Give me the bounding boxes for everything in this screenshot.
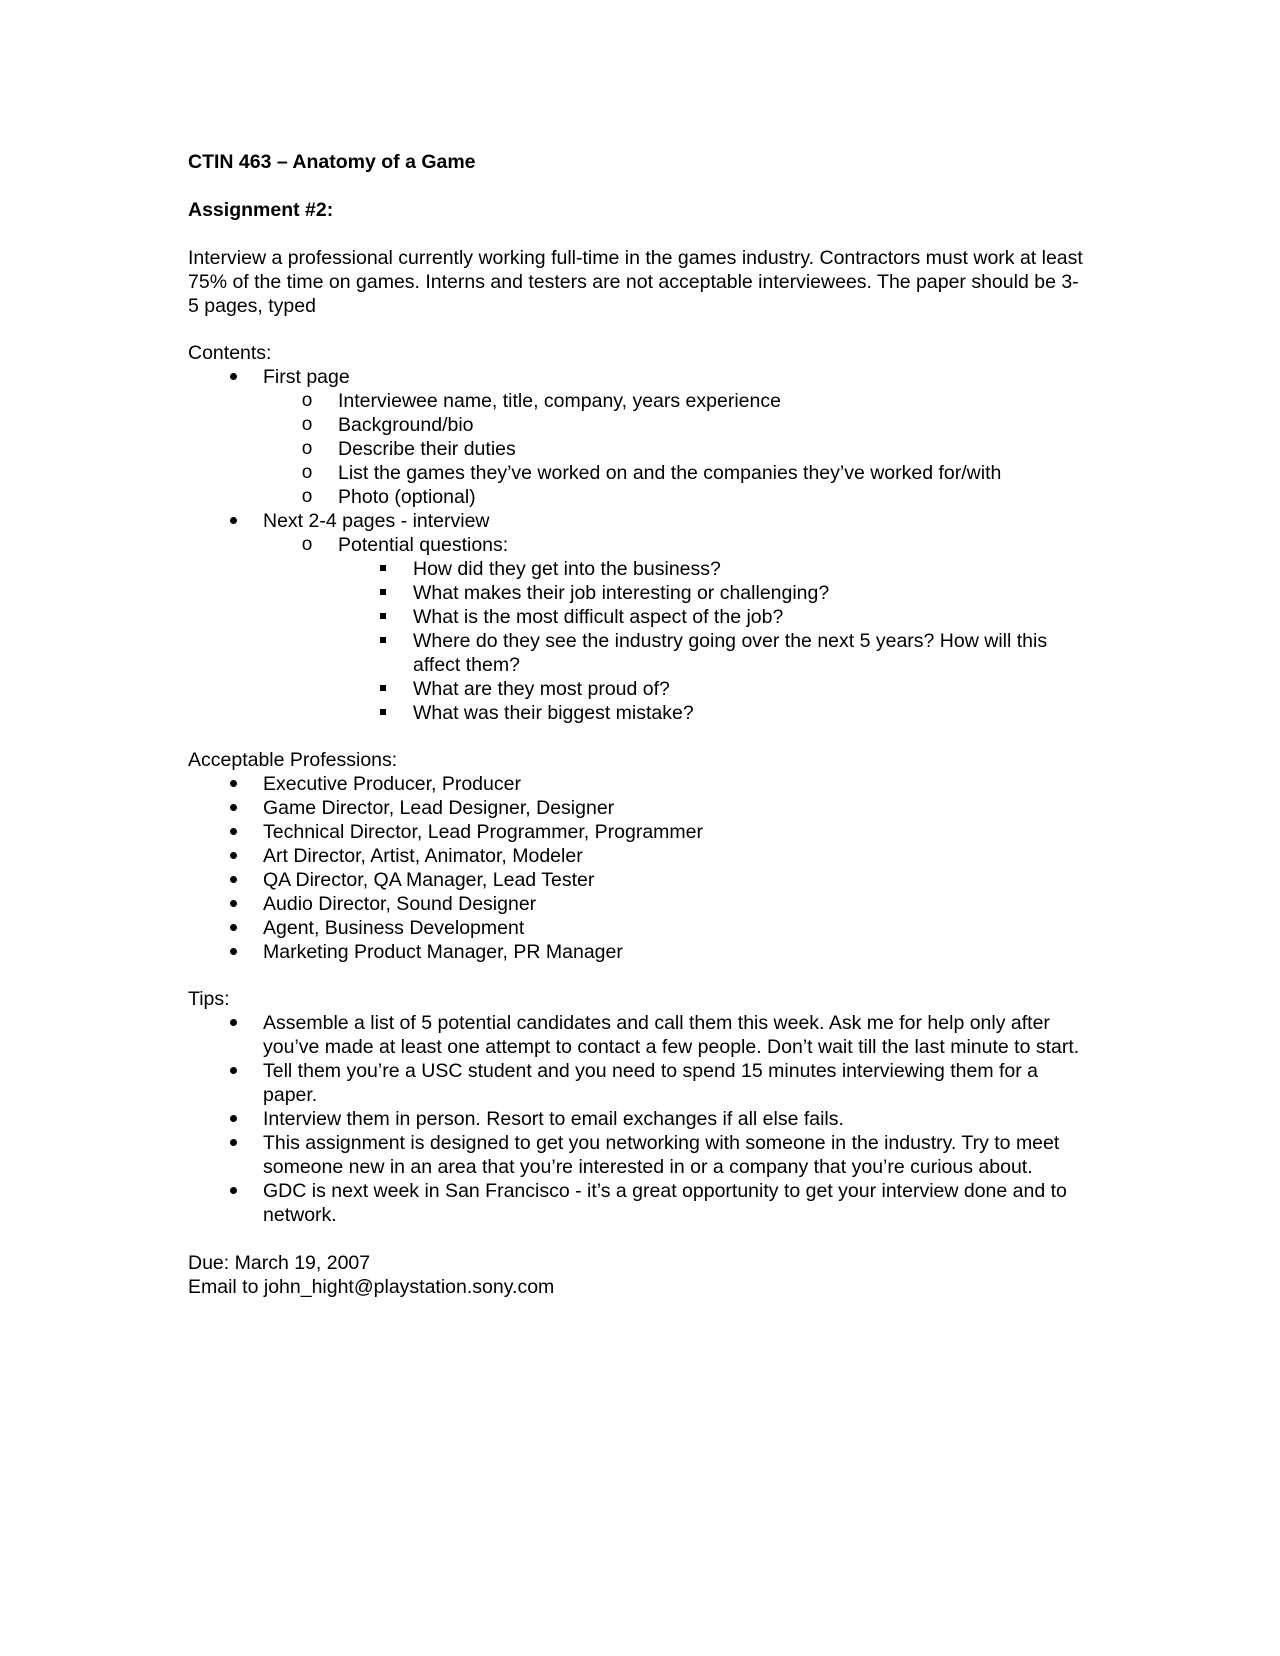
circle-bullet-icon: o [301, 438, 313, 459]
bullet-icon [227, 509, 239, 533]
list-item [338, 605, 1088, 629]
list-item [188, 509, 1088, 725]
list-item [263, 533, 1088, 725]
list-item-text: What was their biggest mistake? [413, 702, 694, 724]
list-item [188, 1131, 1088, 1179]
bullet-icon [227, 940, 239, 964]
list-item-text: How did they get into the business? [413, 558, 721, 580]
list-item [338, 557, 1088, 581]
bullet-icon [227, 868, 239, 892]
list-item-text: Audio Director, Sound Designer [263, 893, 537, 915]
bullet-icon [227, 1011, 239, 1035]
list-item-text: Interviewee name, title, company, years experience [338, 390, 781, 412]
list-item-text: Agent, Business Development [263, 917, 525, 939]
list-item-text: Art Director, Artist, Animator, Modeler [263, 845, 583, 867]
list-item-text: This assignment is designed to get you networking with someone in the industry. Try to meet someone new in an area that you’re interested in or a company that you’re curious about. [263, 1132, 1060, 1178]
list-item-text: What are they most proud of? [413, 678, 670, 700]
contents-label: Contents: [188, 342, 272, 364]
square-bullet-icon [378, 581, 388, 605]
list-item-text: Technical Director, Lead Programmer, Programmer [263, 821, 703, 843]
square-bullet-icon [378, 701, 388, 725]
document-page [188, 150, 1088, 1299]
list-item-text: QA Director, QA Manager, Lead Tester [263, 869, 595, 891]
circle-bullet-icon: o [301, 534, 313, 555]
list-item [338, 677, 1088, 701]
square-bullet-icon [378, 677, 388, 701]
bullet-icon [227, 1059, 239, 1083]
list-item [188, 844, 1088, 868]
bullet-icon [227, 916, 239, 940]
first-page-list [263, 389, 1088, 509]
list-item-text: What makes their job interesting or challenging? [413, 582, 830, 604]
document-title: CTIN 463 – Anatomy of a Game [188, 151, 476, 173]
bullet-icon [227, 365, 239, 389]
due-date: Due: March 19, 2007 [188, 1252, 371, 1274]
list-item [188, 1107, 1088, 1131]
list-item-text: List the games they’ve worked on and the companies they’ve worked for/with [338, 462, 1002, 484]
professions-list [188, 772, 1088, 964]
list-item [338, 629, 1088, 677]
list-item [338, 701, 1088, 725]
list-item [188, 1179, 1088, 1227]
list-item [263, 485, 1088, 509]
list-item-text: Background/bio [338, 414, 474, 436]
tips-label: Tips: [188, 988, 230, 1010]
intro-paragraph: Interview a professional currently working full-time in the games industry. Contractors must work at least 75% of the time on games. Interns and testers are not acceptable interviewees. The paper should be 3-5 pages, typed [188, 247, 1083, 317]
list-item-text: What is the most difficult aspect of the job? [413, 606, 784, 628]
list-item-text: Tell them you’re a USC student and you need to spend 15 minutes interviewing them for a paper. [263, 1060, 1039, 1106]
next-pages-list [263, 533, 1088, 725]
bullet-icon [227, 820, 239, 844]
list-item [188, 892, 1088, 916]
list-item-text: Executive Producer, Producer [263, 773, 521, 795]
list-item [188, 1059, 1088, 1107]
bullet-icon [227, 772, 239, 796]
list-item-text: Marketing Product Manager, PR Manager [263, 941, 623, 963]
tips-list [188, 1011, 1088, 1227]
list-item [188, 1011, 1088, 1059]
bullet-icon [227, 1179, 239, 1203]
bullet-icon [227, 844, 239, 868]
list-item [263, 461, 1088, 485]
list-item [263, 437, 1088, 461]
list-item [188, 772, 1088, 796]
list-item [188, 916, 1088, 940]
list-item [188, 365, 1088, 509]
potential-questions-label: Potential questions: [338, 534, 509, 556]
circle-bullet-icon: o [301, 390, 313, 411]
assignment-heading: Assignment #2: [188, 199, 334, 221]
square-bullet-icon [378, 605, 388, 629]
list-item [188, 940, 1088, 964]
first-page-label: First page [263, 366, 350, 388]
list-item [188, 796, 1088, 820]
square-bullet-icon [378, 629, 388, 653]
circle-bullet-icon: o [301, 414, 313, 435]
list-item [338, 581, 1088, 605]
list-item [263, 389, 1088, 413]
bullet-icon [227, 796, 239, 820]
list-item [188, 868, 1088, 892]
list-item-text: Where do they see the industry going over the next 5 years? How will this affect them? [413, 630, 1048, 676]
list-item-text: Photo (optional) [338, 486, 476, 508]
bullet-icon [227, 892, 239, 916]
email-line: Email to john_hight@playstation.sony.com [188, 1276, 555, 1298]
bullet-icon [227, 1107, 239, 1131]
circle-bullet-icon: o [301, 486, 313, 507]
square-bullet-icon [378, 557, 388, 581]
list-item-text: Describe their duties [338, 438, 516, 460]
list-item-text: Game Director, Lead Designer, Designer [263, 797, 615, 819]
list-item-text: Interview them in person. Resort to email exchanges if all else fails. [263, 1108, 844, 1130]
next-pages-label: Next 2-4 pages - interview [263, 510, 490, 532]
circle-bullet-icon: o [301, 462, 313, 483]
professions-label: Acceptable Professions: [188, 749, 398, 771]
list-item [263, 413, 1088, 437]
list-item-text: GDC is next week in San Francisco - it’s a great opportunity to get your interview done and to network. [263, 1180, 1067, 1226]
list-item [188, 820, 1088, 844]
questions-list [338, 557, 1088, 725]
bullet-icon [227, 1131, 239, 1155]
list-item-text: Assemble a list of 5 potential candidates and call them this week. Ask me for help only after you’ve made at least one attempt to contact a few people. Don’t wait till the last minute to start. [263, 1012, 1080, 1058]
contents-list [188, 365, 1088, 725]
